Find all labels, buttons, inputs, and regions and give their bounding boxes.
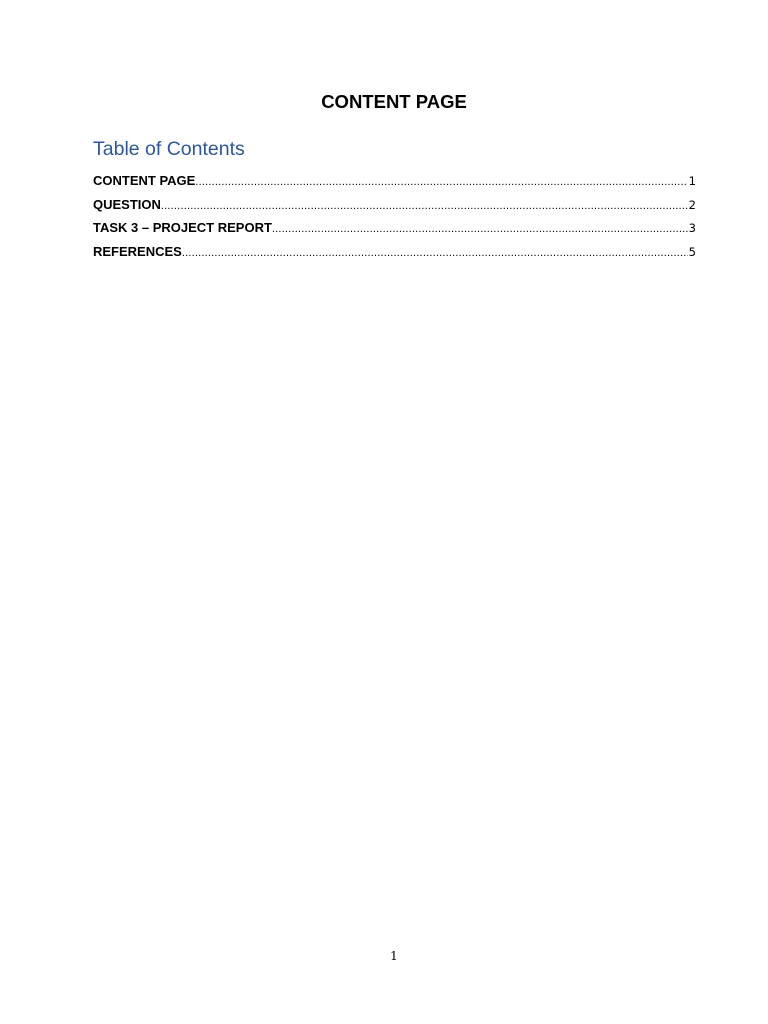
toc-list xyxy=(93,173,696,268)
toc-dot-leader xyxy=(161,200,688,212)
toc-entry-title: TASK 3 – PROJECT REPORT xyxy=(93,220,272,236)
toc-entry-project-report[interactable] xyxy=(93,220,696,244)
toc-dot-leader xyxy=(182,247,688,259)
toc-entry-references[interactable] xyxy=(93,244,696,268)
page-title: CONTENT PAGE xyxy=(321,91,467,112)
toc-entry-page-number: 5 xyxy=(688,245,696,260)
toc-entry-title: QUESTION xyxy=(93,196,161,212)
toc-heading: Table of Contents xyxy=(93,138,245,160)
toc-entry-page-number: 2 xyxy=(688,197,696,212)
toc-dot-leader xyxy=(195,176,687,188)
toc-entry-title: REFERENCES xyxy=(93,244,182,260)
toc-entry-page-number: 3 xyxy=(688,221,696,236)
toc-dot-leader xyxy=(272,223,688,235)
footer-page-number: 1 xyxy=(390,949,398,963)
toc-entry-page-number: 1 xyxy=(688,174,696,188)
toc-entry-question[interactable] xyxy=(93,197,696,221)
toc-entry-title: CONTENT PAGE xyxy=(93,173,196,188)
toc-entry-content-page[interactable] xyxy=(93,173,696,197)
